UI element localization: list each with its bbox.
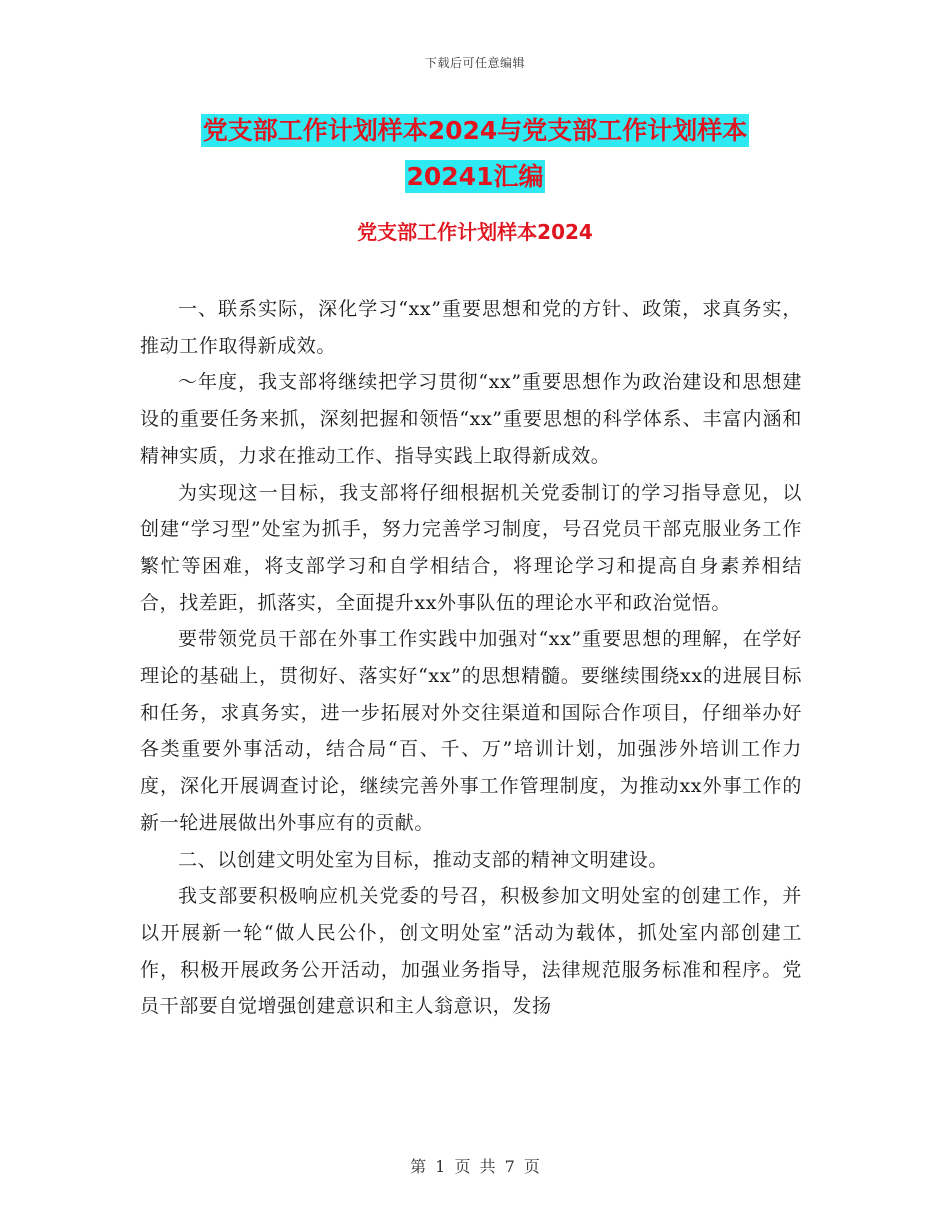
document-title <box>0 108 950 200</box>
paragraph: 要带领党员干部在外事工作实践中加强对“xx”重要思想的理解，在学好理论的基础上，贯彻好、落实好“xx”的思想精髓。要继续围绕xx的进展目标和任务，求真务实，进一步拓展对外交往渠道和国际合作项目，仔细举办好各类重要外事活动，结合局“百、千、万”培训计划，加强涉外培训工作力度，深化开展调查讨论，继续完善外事工作管理制度，为推动xx外事工作的新一轮进展做出外事应有的贡献。 <box>140 628 802 834</box>
paragraph: 一、联系实际，深化学习“xx”重要思想和党的方针、政策，求真务实，推动工作取得新成效。 <box>140 298 802 357</box>
title-highlight-2: 20241汇编 <box>406 162 544 191</box>
title-highlight-1: 党支部工作计划样本2024与党支部工作计划样本 <box>202 116 748 145</box>
document-title-line-1 <box>0 108 950 154</box>
paragraph: 二、以创建文明处室为目标，推动支部的精神文明建设。 <box>178 848 669 871</box>
document-title-line-2 <box>0 154 950 200</box>
paragraph: ～年度，我支部将继续把学习贯彻“xx”重要思想作为政治建设和思想建设的重要任务来抓，深刻把握和领悟“xx”重要思想的科学体系、丰富内涵和精神实质，力求在推动工作、指导实践上取得新成效。 <box>140 371 802 467</box>
section-heading: 党支部工作计划样本2024 <box>357 220 593 244</box>
page-header-note: 下载后可任意编辑 <box>424 56 525 70</box>
paragraph: 我支部要积极响应机关党委的号召，积极参加文明处室的创建工作，并以开展新一轮“做人民公仆，创文明处室”活动为载体，抓处室内部创建工作，积极开展政务公开活动，加强业务指导，法律规范服务标准和程序。党员干部要自觉增强创建意识和主人翁意识，发扬 <box>140 885 802 1018</box>
body-text <box>140 291 802 1025</box>
paragraph: 为实现这一目标，我支部将仔细根据机关党委制订的学习指导意见，以创建“学习型”处室为抓手，努力完善学习制度，号召党员干部克服业务工作繁忙等困难，将支部学习和自学相结合，将理论学习和提高自身素养相结合，找差距，抓落实，全面提升xx外事队伍的理论水平和政治觉悟。 <box>140 481 802 614</box>
page-footer-number: 第 1 页 共 7 页 <box>410 1157 540 1176</box>
